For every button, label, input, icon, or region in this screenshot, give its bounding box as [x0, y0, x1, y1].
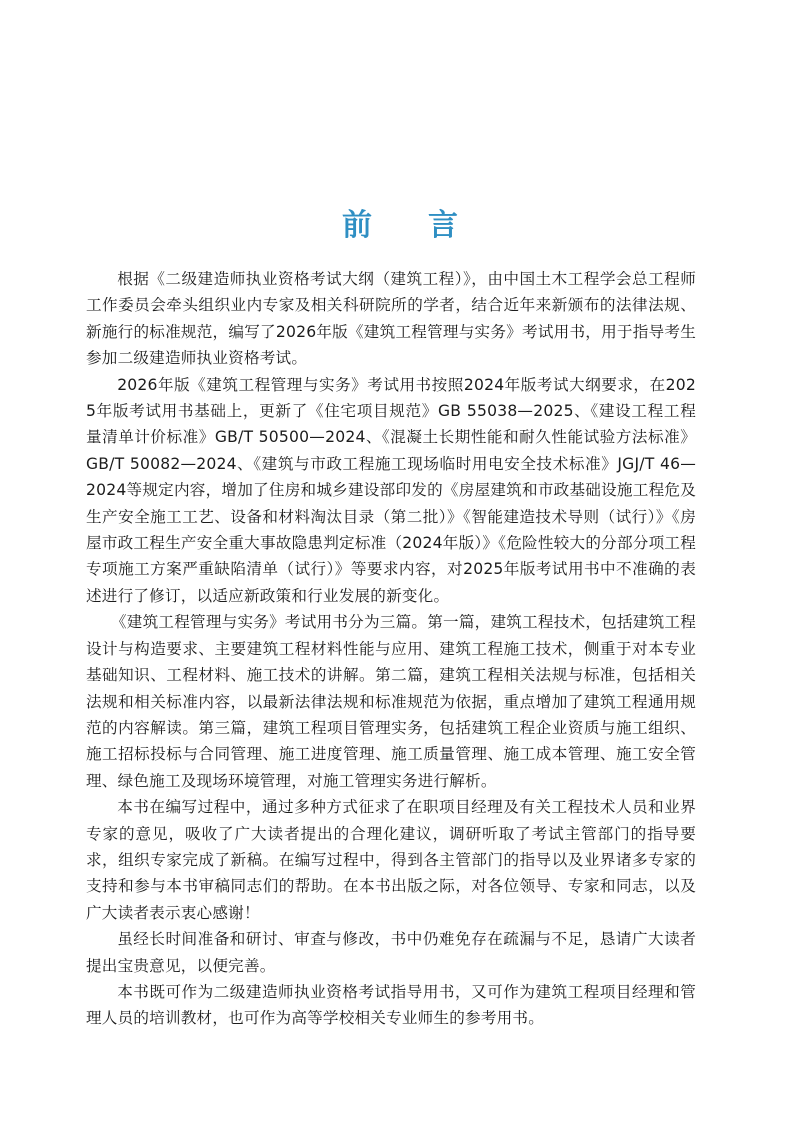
paragraph-1: 根据《二级建造师执业资格考试大纲（建筑工程）》，由中国土木工程学会总工程师工作委员会牵头组织业内专家及相关科研院所的学者，结合近年来新颁布的法律法规、新施行的标准规范，编写了2026年版《建筑工程管理与实务》考试用书，用于指导考生参加二级建造师执业资格考试。 [86, 270, 696, 368]
preface-body [86, 266, 696, 1032]
paragraph-4: 本书在编写过程中，通过多种方式征求了在职项目经理及有关工程技术人员和业界专家的意见，吸收了广大读者提出的合理化建议，调研听取了考试主管部门的指导要求，组织专家完成了新稿。在编写过程中，得到各主管部门的指导以及业界诸多专家的支持和参与本书审稿同志们的帮助。在本书出版之际，对各位领导、专家和同志，以及广大读者表示衷心感谢！ [86, 798, 696, 922]
paragraph-2: 2026年版《建筑工程管理与实务》考试用书按照2024年版考试大纲要求，在2025年版考试用书基础上，更新了《住宅项目规范》GB 55038—2025、《建设工程工程量清单计价标准》GB/T 50500—2024、《混凝土长期性能和耐久性能试验方法标准》GB/T 50082—2024、《建筑与市政工程施工现场临时用电安全技术标准》JGJ/T 46—2024等规定内容，增加了住房和城乡建设部印发的《房屋建筑和市政基础设施工程危及生产安全施工工艺、设备和材料淘汰目录（第二批）》《智能建造技术导则（试行）》《房屋市政工程生产安全重大事故隐患判定标准（2024年版）》《危险性较大的分部分项工程专项施工方案严重缺陷清单（试行）》等要求内容，对2025年版考试用书中不准确的表述进行了修订，以适应新政策和行业发展的新变化。 [86, 375, 696, 605]
paragraph-3: 《建筑工程管理与实务》考试用书分为三篇。第一篇，建筑工程技术，包括建筑工程设计与构造要求、主要建筑工程材料性能与应用、建筑工程施工技术，侧重于对本专业基础知识、工程材料、施工技术的讲解。第二篇，建筑工程相关法规与标准，包括相关法规和相关标准内容，以最新法律法规和标准规范为依据，重点增加了建筑工程通用规范的内容解读。第三篇，建筑工程项目管理实务，包括建筑工程企业资质与施工组织、施工招标投标与合同管理、施工进度管理、施工质量管理、施工成本管理、施工安全管理、绿色施工及现场环境管理，对施工管理实务进行解析。 [86, 613, 696, 790]
page-title: 前言 [342, 208, 514, 244]
paragraph-6: 本书既可作为二级建造师执业资格考试指导用书，又可作为建筑工程项目经理和管理人员的培训教材，也可作为高等学校相关专业师生的参考用书。 [86, 982, 696, 1028]
paragraph-5: 虽经长时间准备和研讨、审查与修改，书中仍难免存在疏漏与不足，恳请广大读者提出宝贵意见，以便完善。 [86, 930, 696, 975]
